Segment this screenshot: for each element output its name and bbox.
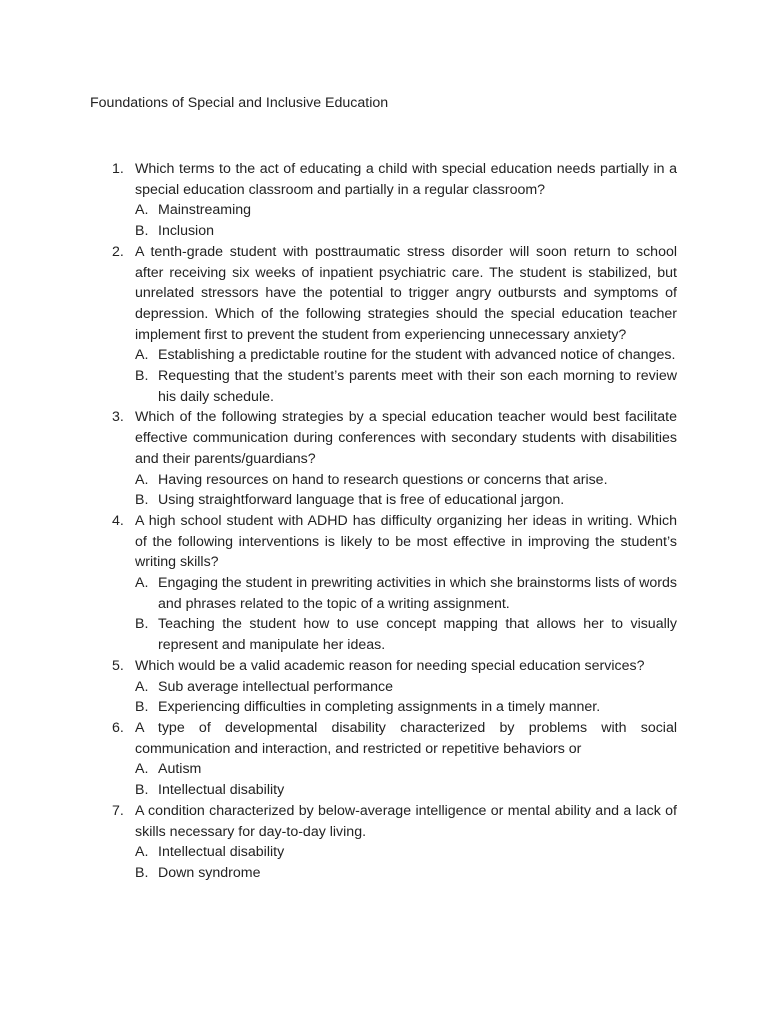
option-list (135, 759, 677, 800)
answer-option (135, 221, 677, 242)
question-text: Which terms to the act of educating a child with special education needs partially in a special education classroom and partially in a regular classroom? (135, 161, 677, 198)
answer-option (135, 614, 677, 655)
question-item (112, 656, 677, 718)
question-text: A type of developmental disability characterized by problems with social communication and interaction, and restricted or repetitive behaviors or (135, 719, 677, 757)
question-text: A condition characterized by below-average intelligence or mental ability and a lack of skills necessary for day-to-day living. (135, 802, 677, 840)
option-text: Establishing a predictable routine for the student with advanced notice of changes. (158, 347, 676, 364)
option-text: Having resources on hand to research questions or concerns that arise. (158, 471, 608, 488)
answer-option (135, 842, 677, 863)
option-list (135, 573, 677, 656)
question-text: Which would be a valid academic reason for needing special education services? (135, 657, 645, 674)
question-number: 7. (112, 802, 124, 819)
answer-option (135, 366, 677, 407)
answer-option (135, 573, 677, 614)
question-item (112, 242, 677, 408)
document-title: Foundations of Special and Inclusive Education (90, 95, 389, 111)
option-letter: B. (135, 782, 149, 799)
option-letter: A. (135, 202, 149, 219)
option-list (135, 470, 677, 511)
question-number: 3. (112, 409, 124, 426)
question-text: A high school student with ADHD has difficulty organizing her ideas in writing. Which of the following interventions is likely to be most effective in improving the student’s writing skills? (135, 512, 677, 571)
option-text: Inclusion (158, 223, 214, 240)
answer-option (135, 345, 677, 366)
option-text: Sub average intellectual performance (158, 678, 394, 695)
option-list (135, 345, 677, 407)
question-item (112, 511, 677, 656)
option-letter: A. (135, 844, 149, 861)
option-letter: A. (135, 761, 149, 778)
question-number: 1. (112, 161, 124, 177)
option-list (135, 677, 677, 718)
option-text: Intellectual disability (158, 844, 285, 861)
option-text: Engaging the student in prewriting activities in which she brainstorms lists of words and phrases related to the topic of a writing assignment. (158, 575, 677, 612)
answer-option (135, 490, 677, 511)
option-text: Requesting that the student’s parents meet with their son each morning to review his daily schedule. (158, 368, 677, 405)
option-letter: B. (135, 616, 149, 633)
question-item (112, 407, 677, 511)
option-letter: B. (135, 492, 149, 509)
answer-option (135, 677, 677, 698)
question-text: A tenth-grade student with posttraumatic stress disorder will soon return to school after receiving six weeks of inpatient psychiatric care. The student is stabilized, but unrelated stressors have the potential to trigger angry outbursts and symptoms of depression. Which of the following strategies should the special education teacher implement first to prevent the student from experiencing unnecessary anxiety? (135, 243, 677, 343)
option-letter: B. (135, 368, 149, 385)
question-number: 4. (112, 512, 124, 529)
question-item (112, 801, 677, 884)
question-item (112, 159, 677, 242)
option-letter: A. (135, 678, 149, 695)
answer-option (135, 863, 677, 884)
question-number: 5. (112, 657, 124, 674)
option-list (135, 842, 677, 883)
option-text: Teaching the student how to use concept mapping that allows her to visually represent and manipulate her ideas. (158, 616, 677, 654)
option-text: Autism (158, 761, 202, 778)
answer-option (135, 470, 677, 491)
question-number: 2. (112, 243, 124, 260)
option-letter: A. (135, 471, 149, 488)
option-text: Intellectual disability (158, 782, 285, 799)
answer-option (135, 759, 677, 780)
option-letter: A. (135, 347, 149, 364)
answer-option (135, 200, 677, 221)
option-text: Experiencing difficulties in completing assignments in a timely manner. (158, 699, 601, 716)
option-text: Mainstreaming (158, 202, 252, 219)
question-text: Which of the following strategies by a special education teacher would best facilitate effective communication during conferences with secondary students with disabilities and their parents/guardians? (135, 409, 677, 467)
option-letter: B. (135, 864, 149, 881)
option-letter: A. (135, 575, 149, 592)
option-list (135, 200, 677, 241)
answer-option (135, 697, 677, 718)
option-letter: B. (135, 699, 149, 716)
option-text: Down syndrome (158, 864, 261, 881)
question-number: 6. (112, 719, 124, 736)
answer-option (135, 780, 677, 801)
question-item (112, 718, 677, 801)
option-letter: B. (135, 223, 149, 240)
question-list (112, 159, 677, 884)
option-text: Using straightforward language that is free of educational jargon. (158, 492, 565, 509)
